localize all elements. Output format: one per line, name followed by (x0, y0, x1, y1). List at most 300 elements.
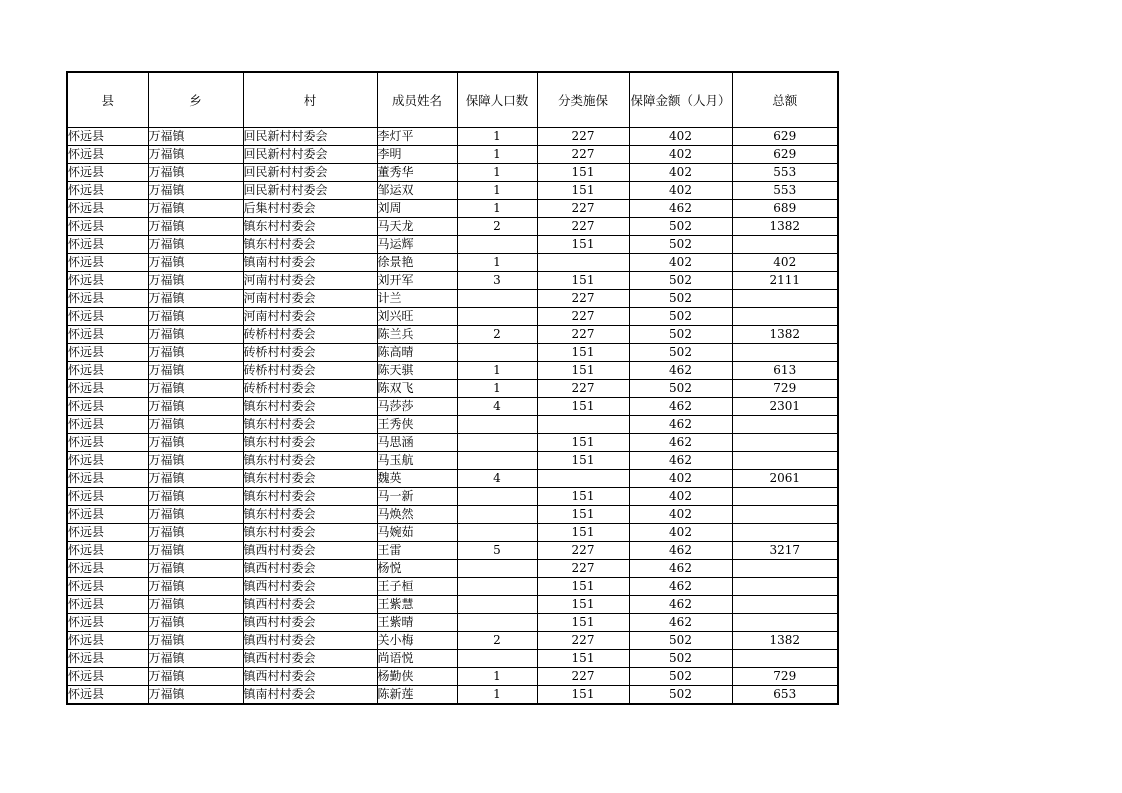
member-name-cell: 陈高晴 (377, 344, 457, 362)
table-row (67, 398, 838, 416)
member-name-cell: 李明 (377, 146, 457, 164)
county-cell: 怀远县 (67, 560, 148, 578)
header-row (67, 72, 838, 128)
township-cell: 万福镇 (148, 668, 243, 686)
county-cell: 怀远县 (67, 524, 148, 542)
member-name-cell: 马思涵 (377, 434, 457, 452)
township-cell: 万福镇 (148, 146, 243, 164)
total-cell (732, 524, 838, 542)
village-cell: 镇西村村委会 (243, 578, 377, 596)
benefit-amount-cell: 502 (629, 380, 732, 398)
village-cell: 镇东村村委会 (243, 236, 377, 254)
township-cell: 万福镇 (148, 182, 243, 200)
table-row (67, 308, 838, 326)
total-cell (732, 596, 838, 614)
member-name-cell: 计兰 (377, 290, 457, 308)
covered-persons-cell: 1 (457, 182, 537, 200)
category-allowance-cell: 227 (537, 380, 629, 398)
covered-persons-cell: 1 (457, 146, 537, 164)
total-cell: 553 (732, 182, 838, 200)
covered-persons-cell (457, 506, 537, 524)
total-cell: 629 (732, 146, 838, 164)
benefit-amount-cell: 502 (629, 272, 732, 290)
member-name-cell: 刘开军 (377, 272, 457, 290)
table-row (67, 686, 838, 705)
township-cell: 万福镇 (148, 560, 243, 578)
member-name-cell: 马莎莎 (377, 398, 457, 416)
member-name-cell: 杨勤侠 (377, 668, 457, 686)
village-cell: 镇西村村委会 (243, 614, 377, 632)
member-name-cell: 王秀侠 (377, 416, 457, 434)
category-allowance-cell: 151 (537, 434, 629, 452)
village-cell: 镇东村村委会 (243, 452, 377, 470)
header-county: 县 (67, 72, 148, 128)
total-cell: 1382 (732, 632, 838, 650)
member-name-cell: 马一新 (377, 488, 457, 506)
county-cell: 怀远县 (67, 542, 148, 560)
village-cell: 镇西村村委会 (243, 596, 377, 614)
total-cell (732, 488, 838, 506)
member-name-cell: 邹运双 (377, 182, 457, 200)
township-cell: 万福镇 (148, 416, 243, 434)
township-cell: 万福镇 (148, 380, 243, 398)
member-name-cell: 马婉茹 (377, 524, 457, 542)
covered-persons-cell (457, 560, 537, 578)
category-allowance-cell: 151 (537, 524, 629, 542)
county-cell: 怀远县 (67, 308, 148, 326)
township-cell: 万福镇 (148, 290, 243, 308)
member-name-cell: 徐景艳 (377, 254, 457, 272)
table-row (67, 596, 838, 614)
category-allowance-cell: 151 (537, 452, 629, 470)
benefit-amount-cell: 402 (629, 470, 732, 488)
village-cell: 镇西村村委会 (243, 542, 377, 560)
covered-persons-cell: 4 (457, 470, 537, 488)
header-benefit-amount: 保障金额（人月） (629, 72, 732, 128)
data-table (66, 71, 839, 705)
covered-persons-cell: 2 (457, 218, 537, 236)
category-allowance-cell: 227 (537, 632, 629, 650)
village-cell: 后集村村委会 (243, 200, 377, 218)
table-row (67, 542, 838, 560)
table-row (67, 470, 838, 488)
table-row (67, 362, 838, 380)
covered-persons-cell: 1 (457, 254, 537, 272)
village-cell: 回民新村村委会 (243, 182, 377, 200)
village-cell: 镇南村村委会 (243, 686, 377, 705)
table-row (67, 380, 838, 398)
county-cell: 怀远县 (67, 668, 148, 686)
table-row (67, 452, 838, 470)
category-allowance-cell: 151 (537, 578, 629, 596)
category-allowance-cell (537, 254, 629, 272)
township-cell: 万福镇 (148, 362, 243, 380)
covered-persons-cell: 5 (457, 542, 537, 560)
member-name-cell: 尚语悦 (377, 650, 457, 668)
category-allowance-cell (537, 470, 629, 488)
township-cell: 万福镇 (148, 542, 243, 560)
village-cell: 镇东村村委会 (243, 416, 377, 434)
total-cell (732, 452, 838, 470)
member-name-cell: 王紫晴 (377, 614, 457, 632)
township-cell: 万福镇 (148, 488, 243, 506)
total-cell (732, 416, 838, 434)
benefit-amount-cell: 502 (629, 290, 732, 308)
table-row (67, 488, 838, 506)
covered-persons-cell: 1 (457, 686, 537, 705)
category-allowance-cell: 151 (537, 506, 629, 524)
category-allowance-cell: 151 (537, 398, 629, 416)
county-cell: 怀远县 (67, 290, 148, 308)
benefit-amount-cell: 402 (629, 254, 732, 272)
category-allowance-cell: 227 (537, 146, 629, 164)
county-cell: 怀远县 (67, 488, 148, 506)
township-cell: 万福镇 (148, 650, 243, 668)
total-cell: 553 (732, 164, 838, 182)
total-cell (732, 578, 838, 596)
county-cell: 怀远县 (67, 164, 148, 182)
benefit-amount-cell: 402 (629, 524, 732, 542)
total-cell: 2301 (732, 398, 838, 416)
county-cell: 怀远县 (67, 362, 148, 380)
total-cell (732, 344, 838, 362)
benefit-amount-cell: 402 (629, 146, 732, 164)
township-cell: 万福镇 (148, 470, 243, 488)
covered-persons-cell: 1 (457, 164, 537, 182)
township-cell: 万福镇 (148, 596, 243, 614)
village-cell: 镇东村村委会 (243, 398, 377, 416)
covered-persons-cell (457, 236, 537, 254)
member-name-cell: 王紫慧 (377, 596, 457, 614)
village-cell: 镇东村村委会 (243, 470, 377, 488)
county-cell: 怀远县 (67, 326, 148, 344)
member-name-cell: 马焕然 (377, 506, 457, 524)
township-cell: 万福镇 (148, 524, 243, 542)
covered-persons-cell (457, 308, 537, 326)
total-cell: 629 (732, 128, 838, 146)
header-village: 村 (243, 72, 377, 128)
total-cell: 613 (732, 362, 838, 380)
table-row (67, 560, 838, 578)
county-cell: 怀远县 (67, 128, 148, 146)
header-township: 乡 (148, 72, 243, 128)
county-cell: 怀远县 (67, 416, 148, 434)
total-cell: 3217 (732, 542, 838, 560)
county-cell: 怀远县 (67, 236, 148, 254)
benefit-amount-cell: 402 (629, 488, 732, 506)
village-cell: 砖桥村村委会 (243, 380, 377, 398)
covered-persons-cell: 2 (457, 326, 537, 344)
category-allowance-cell (537, 416, 629, 434)
village-cell: 镇东村村委会 (243, 506, 377, 524)
township-cell: 万福镇 (148, 200, 243, 218)
benefit-amount-cell: 462 (629, 560, 732, 578)
benefit-amount-cell: 462 (629, 434, 732, 452)
total-cell: 729 (732, 380, 838, 398)
village-cell: 河南村村委会 (243, 308, 377, 326)
county-cell: 怀远县 (67, 272, 148, 290)
table-row (67, 254, 838, 272)
county-cell: 怀远县 (67, 398, 148, 416)
covered-persons-cell: 1 (457, 668, 537, 686)
member-name-cell: 关小梅 (377, 632, 457, 650)
table-row (67, 434, 838, 452)
benefit-amount-cell: 462 (629, 200, 732, 218)
village-cell: 镇南村村委会 (243, 254, 377, 272)
table-row (67, 128, 838, 146)
table-row (67, 164, 838, 182)
table-body (67, 128, 838, 705)
covered-persons-cell: 3 (457, 272, 537, 290)
township-cell: 万福镇 (148, 218, 243, 236)
benefit-amount-cell: 502 (629, 308, 732, 326)
member-name-cell: 魏英 (377, 470, 457, 488)
table-row (67, 218, 838, 236)
covered-persons-cell (457, 614, 537, 632)
township-cell: 万福镇 (148, 164, 243, 182)
table-row (67, 272, 838, 290)
total-cell: 653 (732, 686, 838, 705)
covered-persons-cell (457, 650, 537, 668)
village-cell: 砖桥村村委会 (243, 326, 377, 344)
township-cell: 万福镇 (148, 452, 243, 470)
covered-persons-cell (457, 416, 537, 434)
benefit-amount-cell: 502 (629, 632, 732, 650)
township-cell: 万福镇 (148, 434, 243, 452)
table-row (67, 632, 838, 650)
county-cell: 怀远县 (67, 344, 148, 362)
table-row (67, 344, 838, 362)
benefit-amount-cell: 502 (629, 344, 732, 362)
category-allowance-cell: 151 (537, 236, 629, 254)
category-allowance-cell: 151 (537, 614, 629, 632)
covered-persons-cell (457, 596, 537, 614)
covered-persons-cell: 1 (457, 362, 537, 380)
total-cell (732, 236, 838, 254)
table-row (67, 236, 838, 254)
member-name-cell: 王雷 (377, 542, 457, 560)
county-cell: 怀远县 (67, 182, 148, 200)
township-cell: 万福镇 (148, 326, 243, 344)
member-name-cell: 陈天骐 (377, 362, 457, 380)
category-allowance-cell: 151 (537, 686, 629, 705)
table-header (67, 72, 838, 128)
covered-persons-cell: 2 (457, 632, 537, 650)
category-allowance-cell: 227 (537, 326, 629, 344)
village-cell: 砖桥村村委会 (243, 344, 377, 362)
covered-persons-cell (457, 578, 537, 596)
category-allowance-cell: 151 (537, 344, 629, 362)
township-cell: 万福镇 (148, 236, 243, 254)
table-row (67, 326, 838, 344)
county-cell: 怀远县 (67, 632, 148, 650)
member-name-cell: 董秀华 (377, 164, 457, 182)
member-name-cell: 杨悦 (377, 560, 457, 578)
category-allowance-cell: 227 (537, 668, 629, 686)
table-row (67, 290, 838, 308)
total-cell (732, 506, 838, 524)
covered-persons-cell (457, 434, 537, 452)
header-category-allowance: 分类施保 (537, 72, 629, 128)
total-cell: 1382 (732, 218, 838, 236)
benefit-amount-cell: 502 (629, 326, 732, 344)
township-cell: 万福镇 (148, 344, 243, 362)
village-cell: 河南村村委会 (243, 272, 377, 290)
category-allowance-cell: 227 (537, 128, 629, 146)
township-cell: 万福镇 (148, 398, 243, 416)
county-cell: 怀远县 (67, 686, 148, 705)
benefit-amount-cell: 502 (629, 650, 732, 668)
category-allowance-cell: 227 (537, 290, 629, 308)
benefit-amount-cell: 502 (629, 218, 732, 236)
table-row (67, 146, 838, 164)
county-cell: 怀远县 (67, 470, 148, 488)
village-cell: 镇东村村委会 (243, 524, 377, 542)
township-cell: 万福镇 (148, 686, 243, 705)
category-allowance-cell: 151 (537, 164, 629, 182)
county-cell: 怀远县 (67, 578, 148, 596)
category-allowance-cell: 227 (537, 542, 629, 560)
village-cell: 回民新村村委会 (243, 146, 377, 164)
member-name-cell: 王子桓 (377, 578, 457, 596)
table-row (67, 182, 838, 200)
county-cell: 怀远县 (67, 200, 148, 218)
member-name-cell: 李灯平 (377, 128, 457, 146)
county-cell: 怀远县 (67, 506, 148, 524)
township-cell: 万福镇 (148, 308, 243, 326)
village-cell: 镇东村村委会 (243, 488, 377, 506)
total-cell (732, 614, 838, 632)
county-cell: 怀远县 (67, 614, 148, 632)
table-row (67, 668, 838, 686)
covered-persons-cell: 4 (457, 398, 537, 416)
category-allowance-cell: 151 (537, 488, 629, 506)
township-cell: 万福镇 (148, 506, 243, 524)
category-allowance-cell: 151 (537, 596, 629, 614)
covered-persons-cell (457, 488, 537, 506)
covered-persons-cell: 1 (457, 380, 537, 398)
village-cell: 砖桥村村委会 (243, 362, 377, 380)
category-allowance-cell: 151 (537, 272, 629, 290)
township-cell: 万福镇 (148, 578, 243, 596)
benefit-amount-cell: 402 (629, 164, 732, 182)
village-cell: 河南村村委会 (243, 290, 377, 308)
category-allowance-cell: 227 (537, 218, 629, 236)
village-cell: 回民新村村委会 (243, 128, 377, 146)
table-row (67, 506, 838, 524)
table-row (67, 200, 838, 218)
table-row (67, 416, 838, 434)
township-cell: 万福镇 (148, 254, 243, 272)
total-cell: 2111 (732, 272, 838, 290)
benefit-amount-cell: 402 (629, 182, 732, 200)
category-allowance-cell: 227 (537, 560, 629, 578)
total-cell: 402 (732, 254, 838, 272)
county-cell: 怀远县 (67, 434, 148, 452)
covered-persons-cell: 1 (457, 200, 537, 218)
village-cell: 镇西村村委会 (243, 560, 377, 578)
county-cell: 怀远县 (67, 218, 148, 236)
county-cell: 怀远县 (67, 452, 148, 470)
table-row (67, 650, 838, 668)
county-cell: 怀远县 (67, 650, 148, 668)
total-cell (732, 560, 838, 578)
header-member-name: 成员姓名 (377, 72, 457, 128)
covered-persons-cell (457, 344, 537, 362)
benefit-amount-cell: 462 (629, 452, 732, 470)
total-cell (732, 650, 838, 668)
county-cell: 怀远县 (67, 596, 148, 614)
member-name-cell: 陈双飞 (377, 380, 457, 398)
benefit-amount-cell: 462 (629, 596, 732, 614)
member-name-cell: 刘兴旺 (377, 308, 457, 326)
county-cell: 怀远县 (67, 380, 148, 398)
covered-persons-cell (457, 452, 537, 470)
member-name-cell: 陈新莲 (377, 686, 457, 705)
header-total: 总额 (732, 72, 838, 128)
table-row (67, 614, 838, 632)
total-cell (732, 290, 838, 308)
township-cell: 万福镇 (148, 128, 243, 146)
benefit-amount-cell: 502 (629, 236, 732, 254)
benefit-amount-cell: 462 (629, 614, 732, 632)
member-name-cell: 马玉航 (377, 452, 457, 470)
total-cell: 1382 (732, 326, 838, 344)
township-cell: 万福镇 (148, 614, 243, 632)
covered-persons-cell (457, 524, 537, 542)
category-allowance-cell: 227 (537, 200, 629, 218)
covered-persons-cell (457, 290, 537, 308)
village-cell: 镇西村村委会 (243, 668, 377, 686)
total-cell: 729 (732, 668, 838, 686)
village-cell: 回民新村村委会 (243, 164, 377, 182)
township-cell: 万福镇 (148, 272, 243, 290)
category-allowance-cell: 151 (537, 650, 629, 668)
total-cell (732, 308, 838, 326)
header-covered-persons: 保障人口数 (457, 72, 537, 128)
total-cell: 689 (732, 200, 838, 218)
total-cell: 2061 (732, 470, 838, 488)
benefit-amount-cell: 462 (629, 416, 732, 434)
member-name-cell: 马运辉 (377, 236, 457, 254)
village-cell: 镇西村村委会 (243, 650, 377, 668)
category-allowance-cell: 151 (537, 182, 629, 200)
benefit-amount-cell: 462 (629, 362, 732, 380)
category-allowance-cell: 151 (537, 362, 629, 380)
benefit-amount-cell: 502 (629, 686, 732, 705)
benefit-amount-cell: 462 (629, 578, 732, 596)
category-allowance-cell: 227 (537, 308, 629, 326)
township-cell: 万福镇 (148, 632, 243, 650)
county-cell: 怀远县 (67, 146, 148, 164)
member-name-cell: 马天龙 (377, 218, 457, 236)
benefit-amount-cell: 462 (629, 398, 732, 416)
village-cell: 镇东村村委会 (243, 434, 377, 452)
county-cell: 怀远县 (67, 254, 148, 272)
member-name-cell: 刘周 (377, 200, 457, 218)
village-cell: 镇西村村委会 (243, 632, 377, 650)
benefit-amount-cell: 502 (629, 668, 732, 686)
benefit-amount-cell: 462 (629, 542, 732, 560)
village-cell: 镇东村村委会 (243, 218, 377, 236)
table-row (67, 578, 838, 596)
member-name-cell: 陈兰兵 (377, 326, 457, 344)
benefit-amount-cell: 402 (629, 506, 732, 524)
table-row (67, 524, 838, 542)
covered-persons-cell: 1 (457, 128, 537, 146)
benefit-amount-cell: 402 (629, 128, 732, 146)
total-cell (732, 434, 838, 452)
